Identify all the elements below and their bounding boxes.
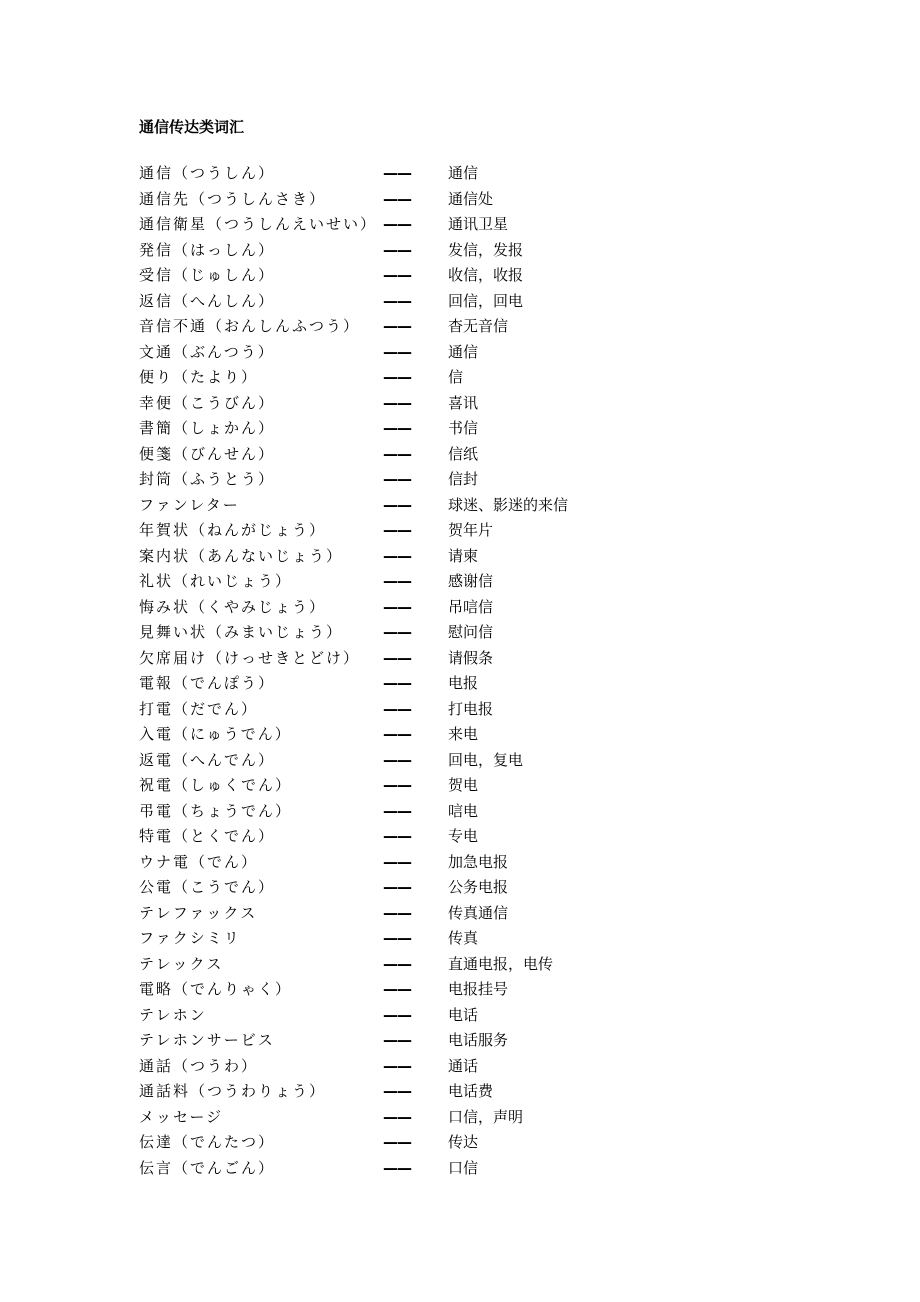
vocab-separator: ——: [383, 291, 411, 310]
vocab-term: 通信（つうしん）: [139, 164, 276, 182]
vocab-meaning: 专电: [448, 827, 479, 845]
vocab-separator: ——: [383, 980, 411, 998]
vocab-meaning: 通信: [448, 342, 479, 361]
vocab-meaning: 口信，声明: [448, 1107, 524, 1126]
vocab-row: [139, 748, 859, 774]
vocab-row: [139, 416, 859, 442]
vocab-row: [139, 671, 859, 697]
vocab-row: [139, 1079, 859, 1105]
vocab-term: 通話料（つうわりょう）: [139, 1082, 327, 1100]
vocab-row: [139, 875, 859, 901]
vocab-meaning: 回电，复电: [448, 750, 524, 769]
vocab-row: [139, 850, 859, 876]
vocab-term: ファンレター: [139, 495, 240, 514]
vocab-row: [139, 1156, 859, 1182]
vocab-row: [139, 646, 859, 672]
vocab-separator: ——: [383, 470, 411, 488]
vocab-meaning: 感谢信: [448, 572, 494, 590]
vocab-meaning: 贺电: [448, 776, 479, 794]
vocab-separator: ——: [383, 674, 411, 692]
vocab-meaning: 杳无音信: [448, 317, 509, 335]
vocab-row: [139, 952, 859, 978]
vocab-meaning: 电报: [448, 674, 479, 692]
vocab-row: [139, 977, 859, 1003]
vocab-term: 通信先（つうしんさき）: [139, 189, 327, 208]
vocab-term: テレファックス: [139, 903, 258, 922]
vocab-term: 欠席届け（けっせきとどけ）: [139, 648, 361, 667]
vocab-term: 返電（へんでん）: [139, 750, 276, 769]
vocab-separator: ——: [383, 521, 411, 539]
vocab-separator: ——: [383, 801, 411, 820]
vocab-term: 礼状（れいじょう）: [139, 572, 293, 590]
vocab-term: 電略（でんりゃく）: [139, 980, 293, 998]
vocab-separator: ——: [383, 266, 411, 284]
vocab-term: ファクシミリ: [139, 929, 241, 947]
vocab-meaning: 吊唁信: [448, 597, 494, 616]
vocab-term: 案内状（あんないじょう）: [139, 546, 344, 565]
vocab-separator: ——: [383, 444, 411, 463]
vocab-term: 通信衛星（つうしんえいせい）: [139, 215, 378, 233]
vocab-separator: ——: [383, 1031, 411, 1049]
vocab-row: [139, 620, 859, 646]
vocab-meaning: 信纸: [448, 444, 479, 463]
vocab-row: [139, 187, 859, 213]
vocab-meaning: 通信处: [448, 189, 494, 208]
vocab-separator: ——: [383, 1082, 411, 1100]
vocab-term: テレホン: [139, 1005, 207, 1024]
vocab-term: 返信（へんしん）: [139, 291, 276, 310]
vocab-separator: ——: [383, 317, 411, 335]
vocab-separator: ——: [383, 954, 411, 973]
page-title: 通信传达类词汇: [139, 118, 245, 136]
vocab-term: メッセージ: [139, 1107, 224, 1126]
vocab-term: 入電（にゅうでん）: [139, 725, 292, 743]
vocab-term: 悔み状（くやみじょう）: [139, 597, 327, 616]
vocab-term: 電報（でんぽう）: [139, 674, 276, 692]
vocab-meaning: 信: [448, 368, 464, 386]
vocab-meaning: 传真: [448, 929, 479, 947]
vocab-term: 封筒（ふうとう）: [139, 470, 276, 488]
vocab-meaning: 电话服务: [448, 1031, 509, 1049]
vocab-separator: ——: [383, 1107, 411, 1126]
vocab-separator: ——: [383, 903, 411, 922]
vocab-term: 音信不通（おんしんふつう）: [139, 317, 361, 335]
vocab-meaning: 书信: [448, 419, 479, 437]
vocab-meaning: 回信，回电: [448, 291, 524, 310]
vocab-separator: ——: [383, 1056, 411, 1075]
vocab-row: [139, 1028, 859, 1054]
vocab-separator: ——: [383, 725, 411, 743]
vocab-term: 書簡（しょかん）: [139, 419, 276, 437]
vocab-separator: ——: [383, 342, 411, 361]
vocab-separator: ——: [383, 419, 411, 437]
vocab-meaning: 来电: [448, 725, 479, 743]
vocab-row: [139, 314, 859, 340]
vocab-term: 発信（はっしん）: [139, 240, 276, 259]
vocab-meaning: 通话: [448, 1056, 479, 1075]
vocab-separator: ——: [383, 852, 411, 871]
vocab-separator: ——: [383, 623, 411, 641]
vocab-meaning: 口信: [448, 1158, 479, 1177]
vocab-separator: ——: [383, 1158, 411, 1177]
vocab-term: ウナ電（でん）: [139, 852, 259, 871]
vocab-row: [139, 1105, 859, 1131]
vocab-term: 通話（つうわ）: [139, 1056, 259, 1075]
vocab-separator: ——: [383, 368, 411, 386]
vocab-separator: ——: [383, 1133, 411, 1151]
vocab-separator: ——: [383, 495, 411, 514]
vocab-separator: ——: [383, 648, 411, 667]
vocab-separator: ——: [383, 240, 411, 259]
vocab-meaning: 唁电: [448, 801, 479, 820]
vocab-row: [139, 544, 859, 570]
vocab-row: [139, 493, 859, 519]
vocab-row: [139, 926, 859, 952]
vocab-meaning: 喜讯: [448, 393, 479, 412]
vocab-meaning: 加急电报: [448, 852, 509, 871]
vocab-separator: ——: [383, 164, 411, 182]
vocab-term: 便箋（びんせん）: [139, 444, 276, 463]
vocab-row: [139, 518, 859, 544]
vocab-meaning: 贺年片: [448, 521, 494, 539]
vocab-row: [139, 722, 859, 748]
vocab-row: [139, 365, 859, 391]
vocab-term: 伝達（でんたつ）: [139, 1133, 276, 1151]
vocab-meaning: 直通电报，电传: [448, 954, 554, 973]
vocab-row: [139, 569, 859, 595]
vocab-row: [139, 467, 859, 493]
vocab-separator: ——: [383, 546, 411, 565]
vocab-meaning: 电话: [448, 1005, 479, 1024]
vocab-separator: ——: [383, 878, 411, 896]
vocab-meaning: 电报挂号: [448, 980, 509, 998]
vocab-term: 文通（ぶんつう）: [139, 342, 275, 361]
vocab-row: [139, 799, 859, 825]
vocab-meaning: 信封: [448, 470, 479, 488]
vocab-term: 弔電（ちょうでん）: [139, 801, 293, 820]
vocab-separator: ——: [383, 189, 411, 208]
vocab-row: [139, 773, 859, 799]
vocab-term: テレホンサービス: [139, 1031, 275, 1049]
vocab-meaning: 请假条: [448, 648, 494, 667]
vocab-meaning: 发信，发报: [448, 240, 524, 259]
vocab-row: [139, 697, 859, 723]
vocab-meaning: 传真通信: [448, 903, 509, 922]
vocab-row: [139, 340, 859, 366]
vocab-separator: ——: [383, 1005, 411, 1024]
vocab-row: [139, 161, 859, 187]
vocab-meaning: 收信，收报: [448, 266, 524, 284]
vocabulary-list: [139, 161, 859, 1181]
vocab-term: 受信（じゅしん）: [139, 266, 276, 284]
vocab-row: [139, 212, 859, 238]
vocab-separator: ——: [383, 929, 411, 947]
vocab-row: [139, 824, 859, 850]
vocab-row: [139, 1130, 859, 1156]
vocab-separator: ——: [383, 699, 411, 718]
vocab-term: 祝電（しゅくでん）: [139, 776, 293, 794]
vocab-term: 見舞い状（みまいじょう）: [139, 623, 344, 641]
vocab-term: 幸便（こうびん）: [139, 393, 276, 412]
vocab-separator: ——: [383, 776, 411, 794]
vocab-separator: ——: [383, 572, 411, 590]
vocab-term: 打電（だでん）: [139, 699, 259, 718]
vocab-separator: ——: [383, 827, 411, 845]
vocab-meaning: 球迷、影迷的来信: [448, 495, 569, 514]
vocab-row: [139, 901, 859, 927]
vocab-term: 伝言（でんごん）: [139, 1158, 276, 1177]
vocab-term: 便り（たより）: [139, 368, 259, 386]
vocab-separator: ——: [383, 750, 411, 769]
vocab-term: 公電（こうでん）: [139, 878, 276, 896]
vocab-row: [139, 1054, 859, 1080]
vocab-meaning: 通信: [448, 164, 479, 182]
vocab-row: [139, 289, 859, 315]
vocab-separator: ——: [383, 215, 411, 233]
vocab-term: 特電（とくでん）: [139, 827, 276, 845]
vocab-row: [139, 263, 859, 289]
vocab-meaning: 通讯卫星: [448, 215, 509, 233]
vocab-term: 年賀状（ねんがじょう）: [139, 521, 327, 539]
vocab-meaning: 公务电报: [448, 878, 509, 896]
vocab-row: [139, 238, 859, 264]
vocab-row: [139, 391, 859, 417]
vocab-meaning: 电话费: [448, 1082, 494, 1100]
vocab-meaning: 传达: [448, 1133, 479, 1151]
vocab-separator: ——: [383, 393, 411, 412]
vocab-row: [139, 442, 859, 468]
vocab-meaning: 慰问信: [448, 623, 494, 641]
vocab-row: [139, 1003, 859, 1029]
vocab-term: テレックス: [139, 954, 224, 973]
vocab-meaning: 打电报: [448, 699, 494, 718]
vocab-separator: ——: [383, 597, 411, 616]
vocab-meaning: 请柬: [448, 546, 479, 565]
vocab-row: [139, 595, 859, 621]
